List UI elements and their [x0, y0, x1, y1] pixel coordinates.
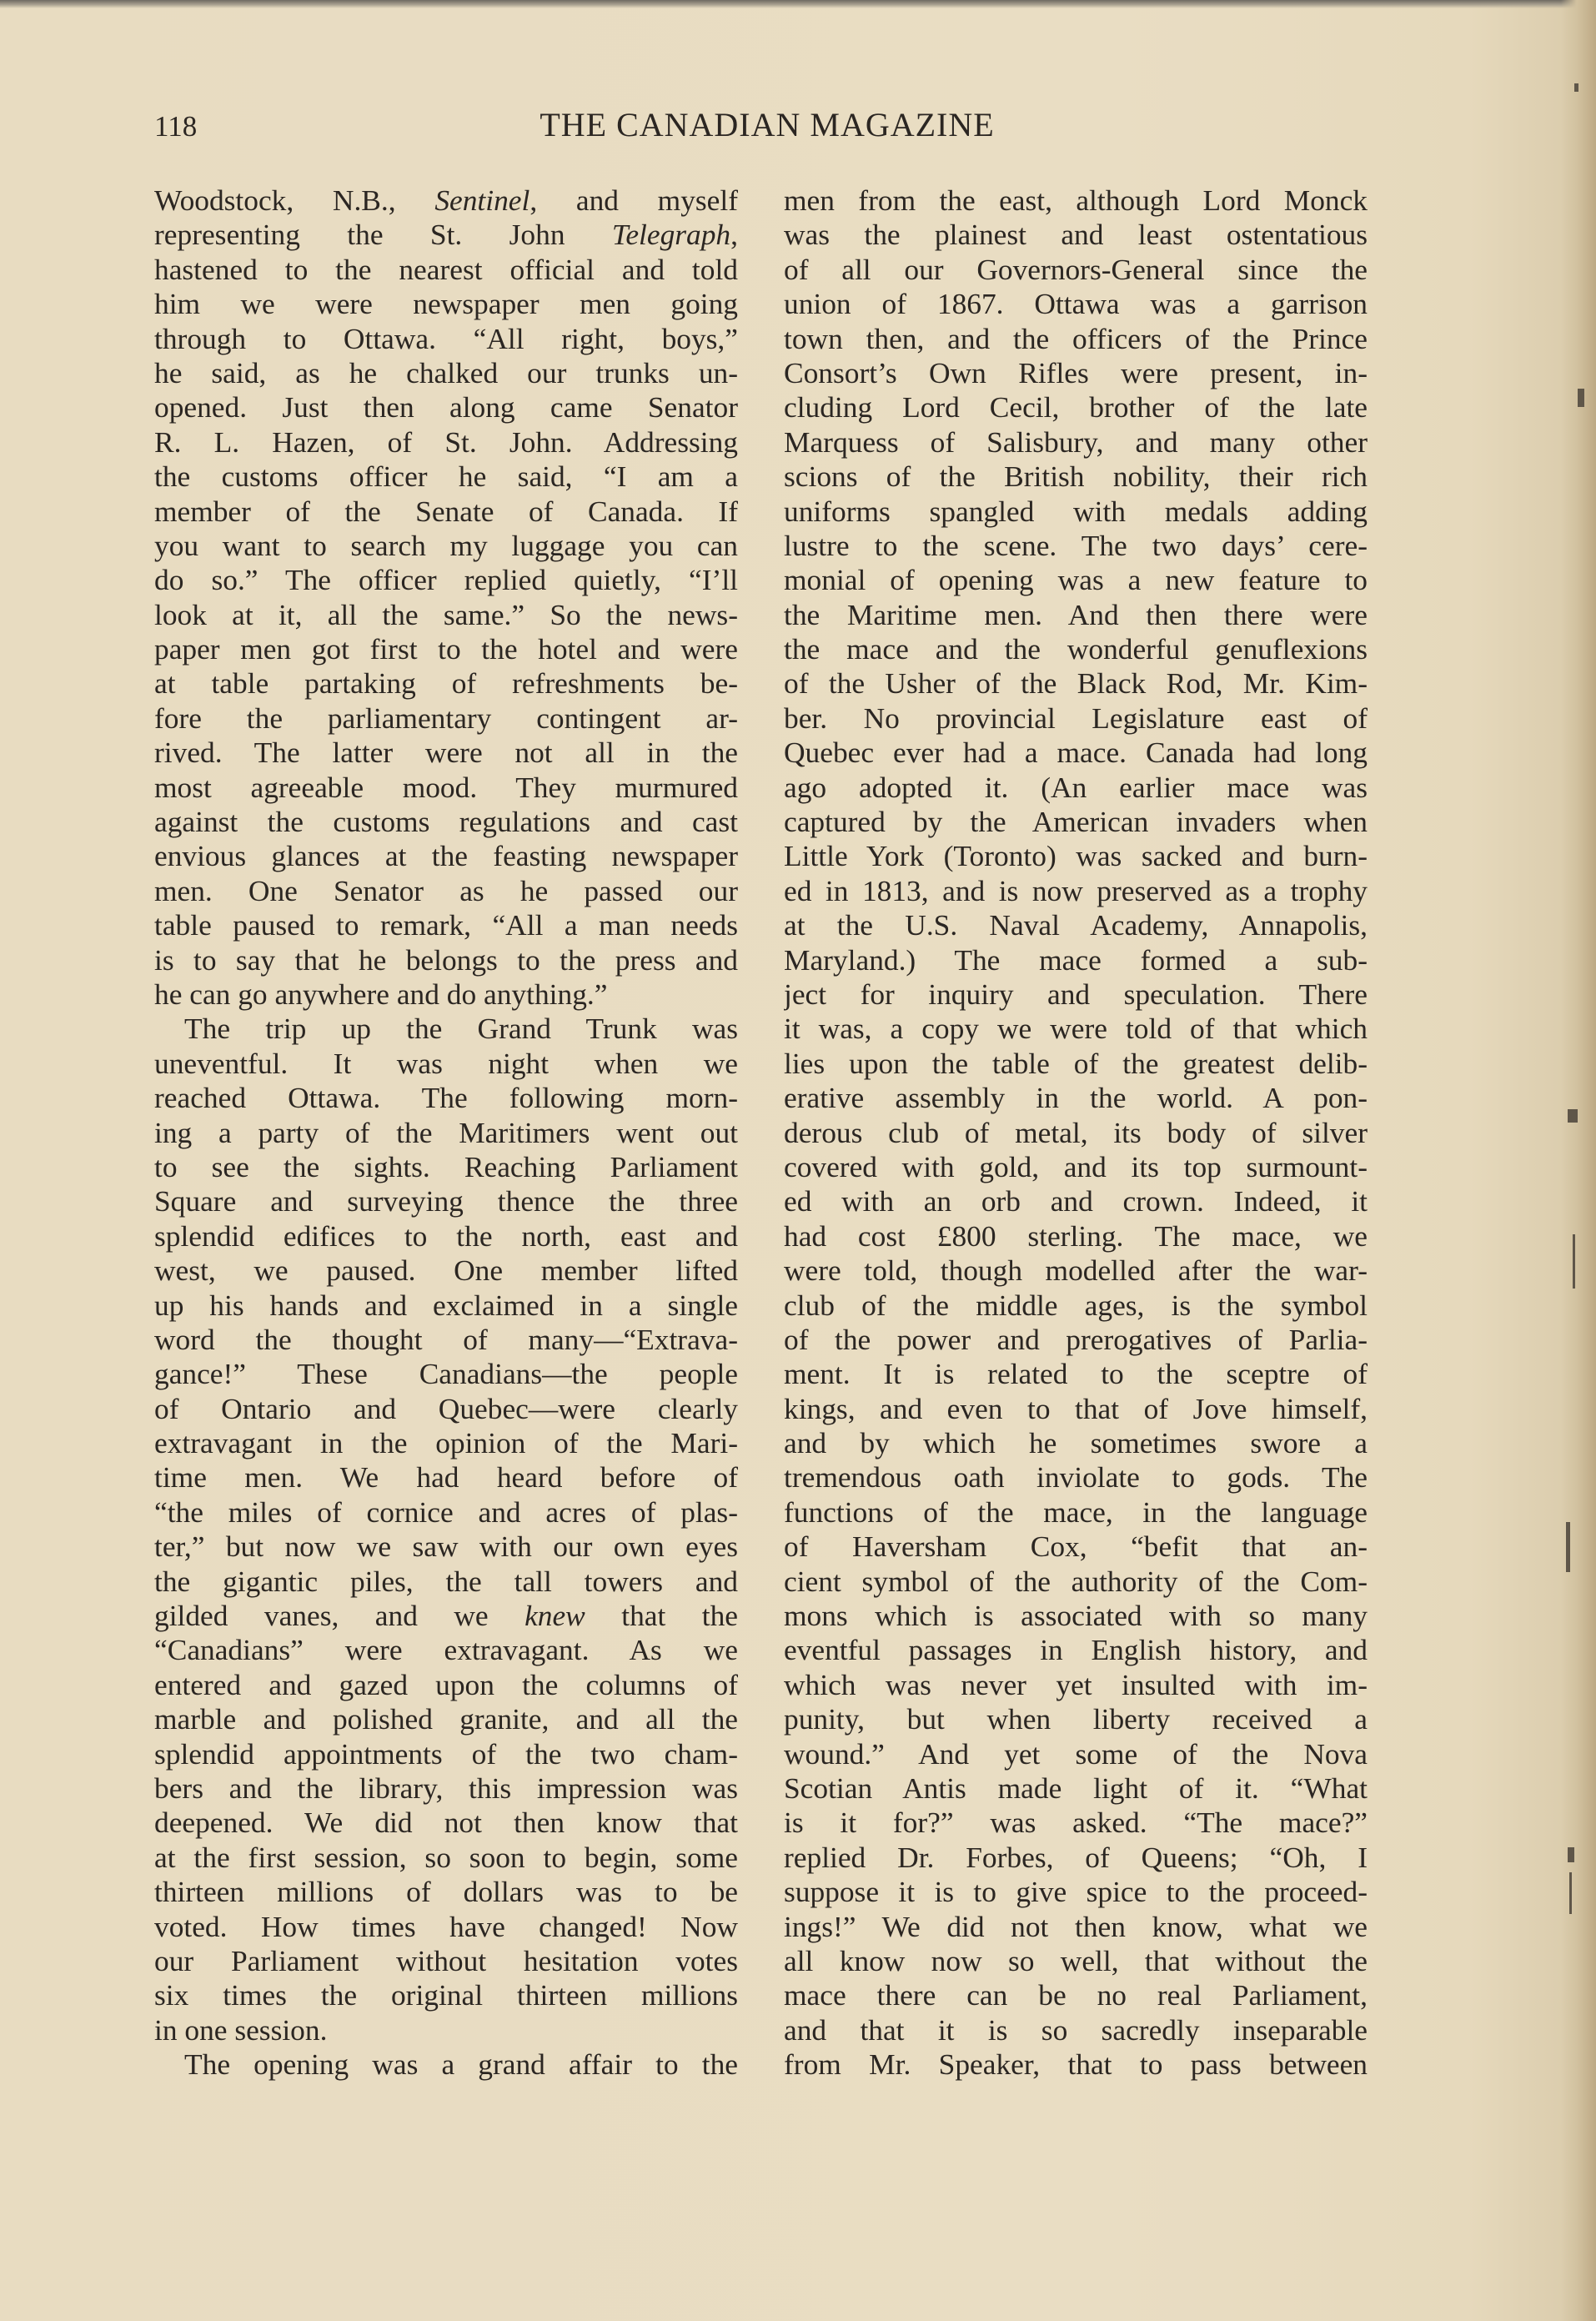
- text-line: to see the sights. Reaching Parliament: [154, 1149, 738, 1183]
- text-line: which was never yet insulted with im-: [784, 1667, 1368, 1701]
- text-line: at the U.S. Naval Academy, Annapolis,: [784, 908, 1368, 942]
- margin-mark: [1568, 1847, 1574, 1862]
- text-line: ings!” We did not then know, what we: [784, 1909, 1368, 1943]
- margin-mark: [1566, 1522, 1570, 1572]
- text-line: at the first session, so soon to begin, some: [154, 1840, 738, 1874]
- left-text-column: [154, 183, 738, 2082]
- text-line: is it for?” was asked. “The mace?”: [784, 1806, 1368, 1840]
- text-line: Maryland.) The mace formed a sub-: [784, 942, 1368, 977]
- text-line: kings, and even to that of Jove himself,: [784, 1391, 1368, 1425]
- text-line: our Parliament without hesitation votes: [154, 1943, 738, 1977]
- text-line: extravagant in the opinion of the Mari-: [154, 1426, 738, 1460]
- text-line: Scotian Antis made light of it. “What: [784, 1771, 1368, 1805]
- text-line: six times the original thirteen millions: [154, 1978, 738, 2012]
- text-line: and that it is so sacredly inseparable: [784, 2012, 1368, 2047]
- text-line: eventful passages in English history, and: [784, 1633, 1368, 1667]
- text-line: suppose it is to give spice to the proceed-: [784, 1875, 1368, 1909]
- text-line: from Mr. Speaker, that to pass between: [784, 2047, 1368, 2082]
- text-line: replied Dr. Forbes, of Queens; “Oh, I: [784, 1840, 1368, 1874]
- right-text-column: [784, 183, 1368, 2082]
- text-line: the mace and the wonderful genuflexions: [784, 632, 1368, 666]
- text-line: the Maritime men. And then there were: [784, 597, 1368, 631]
- text-line: ject for inquiry and speculation. There: [784, 977, 1368, 1011]
- text-line: at table partaking of refreshments be-: [154, 666, 738, 701]
- text-line: ed in 1813, and is now preserved as a trophy: [784, 873, 1368, 907]
- text-line: is to say that he belongs to the press and: [154, 942, 738, 977]
- text-line: Consort’s Own Rifles were present, in-: [784, 355, 1368, 389]
- text-line: men. One Senator as he passed our: [154, 873, 738, 907]
- text-line: men from the east, although Lord Monck: [784, 183, 1368, 217]
- text-line: ment. It is related to the sceptre of: [784, 1357, 1368, 1391]
- text-line: R. L. Hazen, of St. John. Addressing: [154, 425, 738, 459]
- text-line: member of the Senate of Canada. If: [154, 494, 738, 528]
- text-line: the gigantic piles, the tall towers and: [154, 1564, 738, 1598]
- page-top-edge-shadow: [0, 0, 1596, 8]
- text-line: monial of opening was a new feature to: [784, 563, 1368, 597]
- text-line: erative assembly in the world. A pon-: [784, 1081, 1368, 1115]
- text-line: Woodstock, N.B., Sentinel, and myself: [154, 183, 738, 217]
- text-line: covered with gold, and its top surmount-: [784, 1149, 1368, 1183]
- text-line: had cost £800 sterling. The mace, we: [784, 1218, 1368, 1253]
- text-line: it was, a copy we were told of that which: [784, 1012, 1368, 1046]
- text-line: splendid edifices to the north, east and: [154, 1218, 738, 1253]
- text-line: Little York (Toronto) was sacked and burn-: [784, 839, 1368, 873]
- text-line: of the Usher of the Black Rod, Mr. Kim-: [784, 666, 1368, 701]
- text-line: marble and polished granite, and all the: [154, 1702, 738, 1736]
- text-line: do so.” The officer replied quietly, “I’ll: [154, 563, 738, 597]
- text-line: up his hands and exclaimed in a single: [154, 1288, 738, 1322]
- text-line: in one session.: [154, 2012, 328, 2047]
- text-line: Quebec ever had a mace. Canada had long: [784, 736, 1368, 770]
- running-header: [154, 105, 1380, 150]
- text-line: him we were newspaper men going: [154, 287, 738, 321]
- text-line: thirteen millions of dollars was to be: [154, 1875, 738, 1909]
- text-line: ber. No provincial Legislature east of: [784, 701, 1368, 735]
- page-number: 118: [154, 110, 198, 143]
- text-line: of all our Governors-General since the: [784, 252, 1368, 286]
- text-line: captured by the American invaders when: [784, 805, 1368, 839]
- margin-mark: [1578, 389, 1584, 407]
- text-line: lies upon the table of the greatest delib-: [784, 1046, 1368, 1080]
- running-title: THE CANADIAN MAGAZINE: [540, 106, 995, 143]
- text-line: most agreeable mood. They murmured: [154, 770, 738, 804]
- text-line: of Haversham Cox, “befit that an-: [784, 1530, 1368, 1564]
- text-line: “the miles of cornice and acres of plas-: [154, 1495, 738, 1529]
- text-line: tremendous oath inviolate to gods. The: [784, 1460, 1368, 1495]
- text-line: time men. We had heard before of: [154, 1460, 738, 1495]
- text-line: he can go anywhere and do anything.”: [154, 977, 608, 1011]
- text-line: representing the St. John Telegraph,: [154, 218, 738, 252]
- text-line: uniforms spangled with medals adding: [784, 494, 1368, 528]
- text-line: splendid appointments of the two cham-: [154, 1736, 738, 1771]
- text-line: ago adopted it. (An earlier mace was: [784, 770, 1368, 804]
- text-line: rived. The latter were not all in the: [154, 736, 738, 770]
- text-line: bers and the library, this impression was: [154, 1771, 738, 1805]
- margin-mark: [1574, 83, 1578, 92]
- text-line: through to Ottawa. “All right, boys,”: [154, 321, 738, 355]
- text-line: all know now so well, that without the: [784, 1943, 1368, 1977]
- text-line: derous club of metal, its body of silver: [784, 1115, 1368, 1149]
- text-line: Marquess of Salisbury, and many other: [784, 425, 1368, 459]
- text-line: ing a party of the Maritimers went out: [154, 1115, 738, 1149]
- text-line: functions of the mace, in the language: [784, 1495, 1368, 1529]
- text-line: of the power and prerogatives of Parlia-: [784, 1322, 1368, 1356]
- text-line: Square and surveying thence the three: [154, 1184, 738, 1218]
- text-line: wound.” And yet some of the Nova: [784, 1736, 1368, 1771]
- text-line: look at it, all the same.” So the news-: [154, 597, 738, 631]
- text-line: lustre to the scene. The two days’ cere-: [784, 528, 1368, 562]
- text-line: table paused to remark, “All a man needs: [154, 908, 738, 942]
- text-line: reached Ottawa. The following morn-: [154, 1081, 738, 1115]
- text-line: gance!” These Canadians—the people: [154, 1357, 738, 1391]
- text-line: and by which he sometimes swore a: [784, 1426, 1368, 1460]
- text-line: scions of the British nobility, their rich: [784, 460, 1368, 494]
- text-line: club of the middle ages, is the symbol: [784, 1288, 1368, 1322]
- text-line: were told, though modelled after the war-: [784, 1253, 1368, 1288]
- text-line: The opening was a grand affair to the: [184, 2047, 738, 2082]
- text-line: against the customs regulations and cast: [154, 805, 738, 839]
- text-line: opened. Just then along came Senator: [154, 390, 738, 425]
- text-line: fore the parliamentary contingent ar-: [154, 701, 738, 735]
- text-line: mace there can be no real Parliament,: [784, 1978, 1368, 2012]
- text-line: deepened. We did not then know that: [154, 1806, 738, 1840]
- text-line: union of 1867. Ottawa was a garrison: [784, 287, 1368, 321]
- text-line: gilded vanes, and we knew that the: [154, 1599, 738, 1633]
- text-line: cient symbol of the authority of the Com-: [784, 1564, 1368, 1598]
- text-line: uneventful. It was night when we: [154, 1046, 738, 1080]
- text-line: you want to search my luggage you can: [154, 528, 738, 562]
- text-line: “Canadians” were extravagant. As we: [154, 1633, 738, 1667]
- margin-mark: [1569, 1872, 1572, 1914]
- text-line: mons which is associated with so many: [784, 1599, 1368, 1633]
- text-line: was the plainest and least ostentatious: [784, 218, 1368, 252]
- text-line: envious glances at the feasting newspaper: [154, 839, 738, 873]
- text-line: hastened to the nearest official and told: [154, 252, 738, 286]
- text-line: word the thought of many—“Extrava-: [154, 1322, 738, 1356]
- text-line: ter,” but now we saw with our own eyes: [154, 1530, 738, 1564]
- text-line: entered and gazed upon the columns of: [154, 1667, 738, 1701]
- text-line: town then, and the officers of the Prince: [784, 321, 1368, 355]
- text-line: ed with an orb and crown. Indeed, it: [784, 1184, 1368, 1218]
- text-line: punity, but when liberty received a: [784, 1702, 1368, 1736]
- text-line: The trip up the Grand Trunk was: [184, 1012, 738, 1046]
- margin-mark: [1568, 1109, 1578, 1123]
- text-line: cluding Lord Cecil, brother of the late: [784, 390, 1368, 425]
- text-line: west, we paused. One member lifted: [154, 1253, 738, 1288]
- margin-mark: [1573, 1234, 1575, 1289]
- page-binding-edge: [1561, 0, 1596, 2321]
- text-line: voted. How times have changed! Now: [154, 1909, 738, 1943]
- text-line: paper men got first to the hotel and were: [154, 632, 738, 666]
- text-line: the customs officer he said, “I am a: [154, 460, 738, 494]
- text-line: he said, as he chalked our trunks un-: [154, 355, 738, 389]
- text-line: of Ontario and Quebec—were clearly: [154, 1391, 738, 1425]
